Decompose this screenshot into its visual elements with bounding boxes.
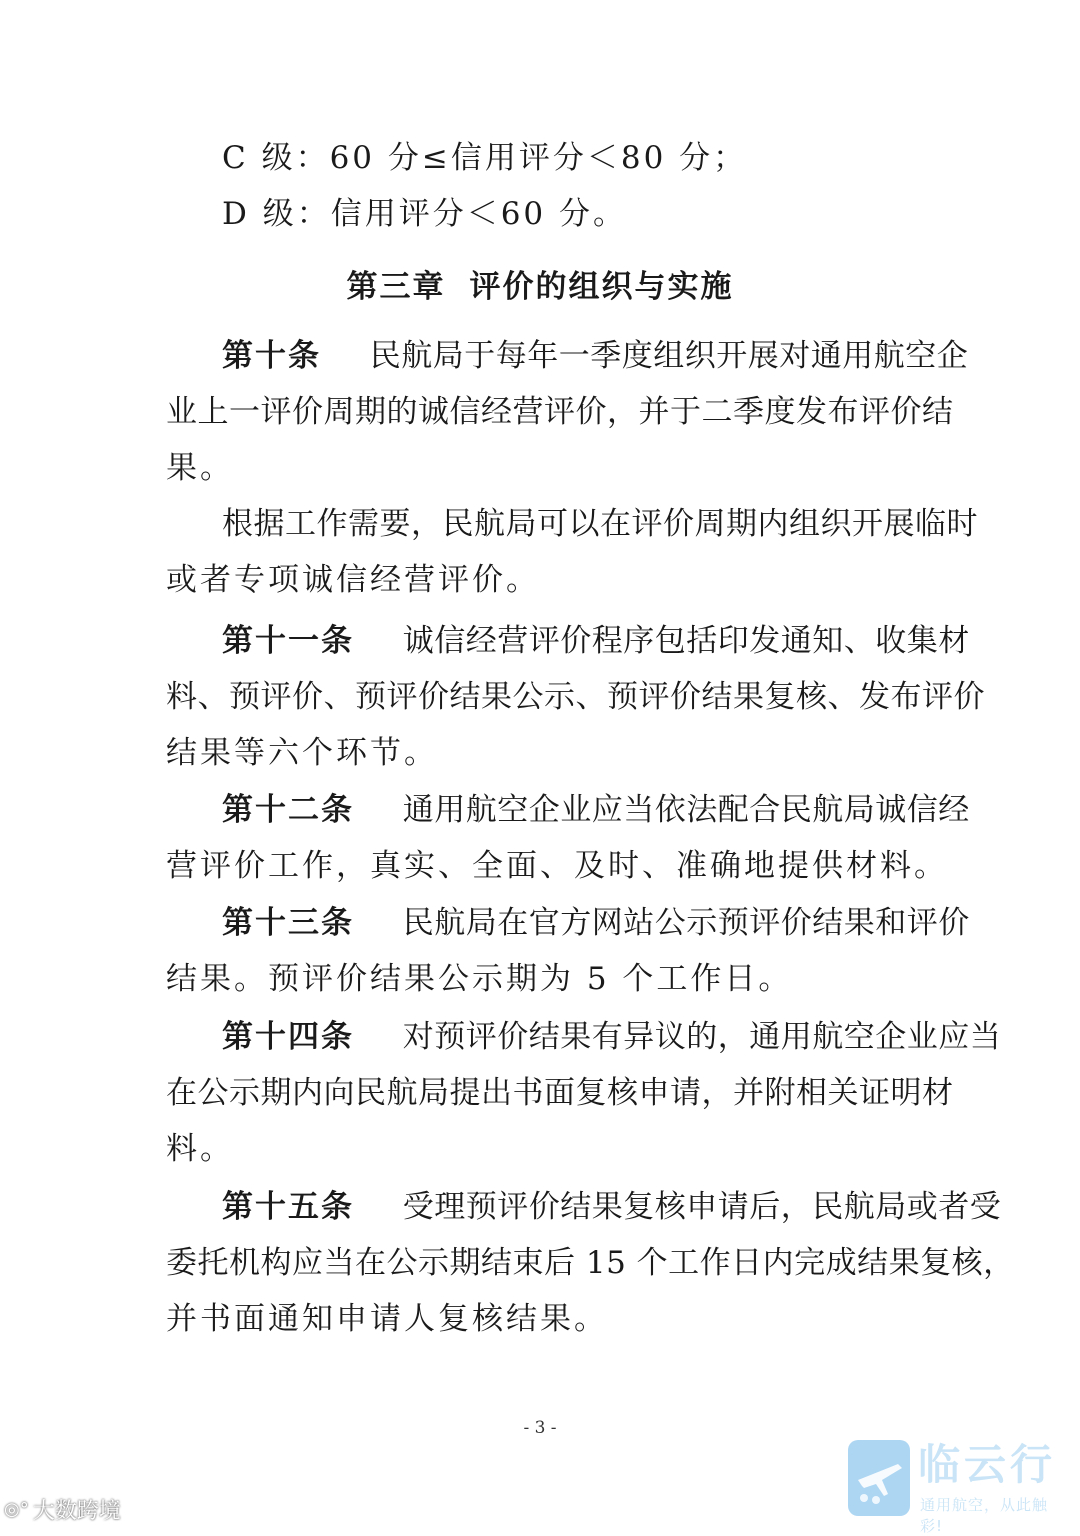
article-10-line-3: 果。	[166, 450, 234, 486]
article-15-line-3: 并书面通知申请人复核结果。	[166, 1301, 608, 1337]
watermark-brand: 临云行	[918, 1440, 1057, 1489]
article-12-label: 第十二条	[222, 792, 354, 828]
article-11-label: 第十一条	[222, 623, 354, 659]
article-14-text-1: 对预评价结果有异议的，通用航空企业应当	[402, 1019, 1002, 1055]
article-13-label: 第十三条	[222, 905, 354, 941]
grade-c-line: C 级：60 分≤信用评分＜80 分；	[222, 140, 748, 176]
article-12-line-2: 营评价工作，真实、全面、及时、准确地提供材料。	[166, 848, 948, 884]
article-10-text-1: 民航局于每年一季度组织开展对通用航空企	[369, 338, 969, 374]
article-10-line-2: 业上一评价周期的诚信经营评价，并于二季度发布评价结	[166, 394, 954, 430]
watermark-slogan: 通用航空，从此触彩!	[920, 1496, 1049, 1535]
article-11-text-1: 诚信经营评价程序包括印发通知、收集材	[402, 623, 970, 659]
article-10-para-2-line-1: 根据工作需要，民航局可以在评价周期内组织开展临时	[222, 506, 978, 542]
article-15-label: 第十五条	[222, 1189, 354, 1225]
airplane-logo-icon	[848, 1440, 910, 1516]
article-10-label: 第十条	[222, 338, 321, 374]
article-14-line-2: 在公示期内向民航局提出书面复核申请，并附相关证明材	[166, 1075, 954, 1111]
article-15-line-1	[222, 1182, 1002, 1232]
watermark-left-text: 大数跨境	[32, 1498, 121, 1524]
grade-d-line: D 级：信用评分＜60 分。	[222, 196, 628, 232]
article-11-line-3: 结果等六个环节。	[166, 735, 438, 771]
article-10-line-1	[222, 331, 969, 381]
article-13-line-2: 结果。预评价结果公示期为 5 个工作日。	[166, 961, 793, 997]
article-11-line-2: 料、预评价、预评价结果公示、预评价结果复核、发布评价	[166, 679, 985, 715]
chapter-heading	[0, 262, 1080, 312]
article-13-line-1	[222, 898, 970, 948]
article-14-line-1	[222, 1012, 1002, 1062]
article-12-text-1: 通用航空企业应当依法配合民航局诚信经	[402, 792, 970, 828]
chapter-title: 评价的组织与实施	[469, 269, 734, 305]
article-12-line-1	[222, 785, 970, 835]
watermark-left	[4, 1494, 121, 1524]
watermark-right	[848, 1438, 1068, 1535]
article-14-label: 第十四条	[222, 1019, 354, 1055]
chapter-number: 第三章	[346, 269, 446, 305]
weibo-logo-icon: ◎°	[4, 1498, 29, 1520]
article-10-para-2-line-2: 或者专项诚信经营评价。	[166, 562, 540, 598]
article-15-text-1: 受理预评价结果复核申请后，民航局或者受	[402, 1189, 1002, 1225]
article-14-line-3: 料。	[166, 1131, 234, 1167]
article-15-line-2: 委托机构应当在公示期结束后 15 个工作日内完成结果复核，	[166, 1245, 1015, 1281]
article-11-line-1	[222, 616, 970, 666]
article-13-text-1: 民航局在官方网站公示预评价结果和评价	[402, 905, 970, 941]
page-number: - 3 -	[523, 1418, 557, 1438]
